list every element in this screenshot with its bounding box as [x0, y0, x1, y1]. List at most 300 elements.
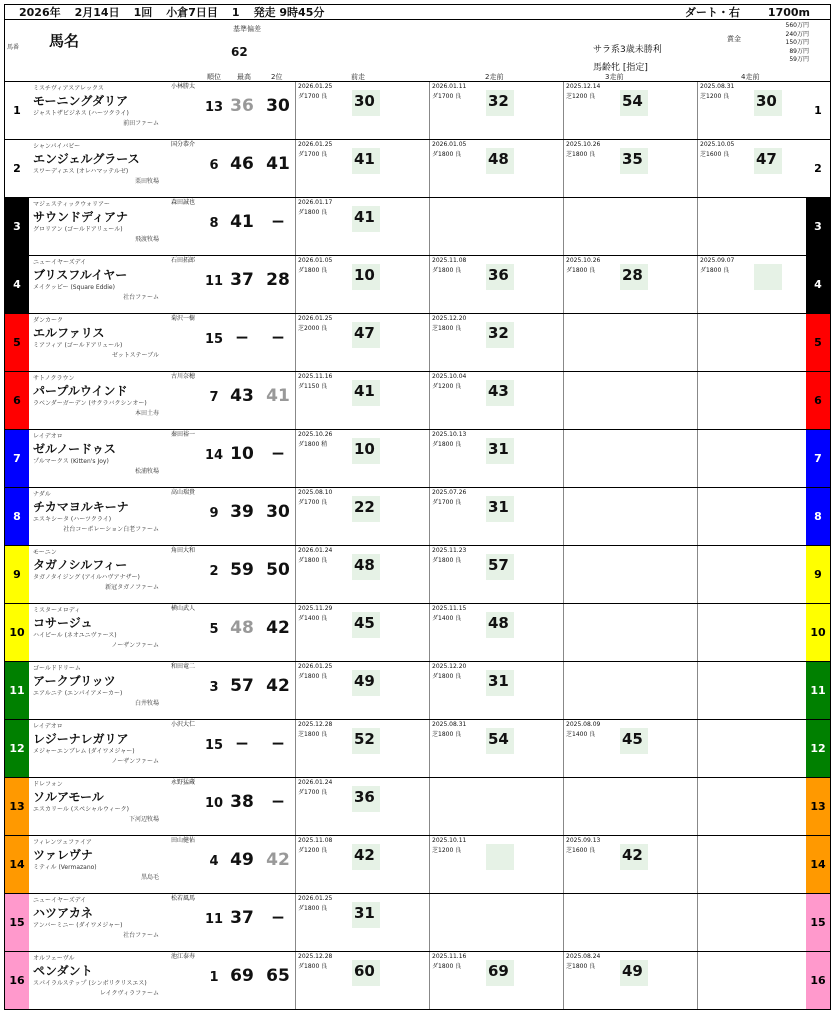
race-date: 2026.01.05 — [298, 257, 333, 264]
race-index: 57 — [488, 556, 509, 574]
second-index: 41 — [266, 154, 290, 174]
col-2: 2走前 — [485, 73, 504, 81]
past-race-2[interactable] — [429, 836, 563, 893]
race-index: 48 — [354, 556, 375, 574]
breeder-farm: 松浦牧場 — [134, 468, 159, 475]
dam-sire: (ネオユニヴァース) — [64, 632, 117, 639]
race-date: 2025.11.29 — [298, 605, 333, 612]
past-race-1[interactable] — [295, 372, 429, 429]
dam: メジャーエンブレム — [33, 748, 87, 755]
sire-name: ゴールドドリーム — [33, 665, 81, 672]
race-course: ダ1400 良 — [432, 615, 462, 622]
horse-number: 13 — [5, 778, 29, 835]
race-year: 2026年 — [19, 6, 61, 19]
race-surface: ダート・右 — [684, 6, 740, 19]
race-date: 2025.08.24 — [566, 953, 601, 960]
runner-row — [4, 140, 831, 198]
rank: 11 — [205, 274, 224, 289]
race-course: 芝1800 良 — [432, 731, 462, 738]
rank: 2 — [209, 564, 219, 579]
breeder-farm: ノーザンファーム — [111, 758, 159, 765]
rank: 10 — [205, 796, 224, 811]
second-index: − — [270, 328, 286, 348]
dam-sire: (スペシャルウィーク) — [70, 806, 130, 813]
race-index: 47 — [354, 324, 375, 342]
past-race-1[interactable] — [295, 662, 429, 719]
race-course: ダ1800 良 — [566, 267, 596, 274]
horse-number-right: 15 — [806, 894, 830, 951]
race-index: 49 — [622, 962, 643, 980]
past-race-3[interactable] — [563, 836, 697, 893]
past-race-3[interactable] — [563, 140, 697, 197]
race-date: 2026.01.25 — [298, 895, 333, 902]
highest-index: 38 — [230, 792, 254, 812]
runner-row — [4, 488, 831, 546]
horse-name[interactable]: ツァレヴナ — [33, 848, 93, 862]
sire-name: ナダル — [33, 491, 51, 498]
sire-name: ミスチヴィアスアレックス — [33, 85, 104, 92]
past-race-1[interactable] — [295, 720, 429, 777]
race-course: 芝1800 良 — [566, 963, 596, 970]
horse-number: 5 — [5, 314, 29, 371]
race-distance: 1700m — [767, 5, 810, 19]
dam-name — [33, 398, 147, 407]
sire-name: ドレフォン — [33, 781, 63, 788]
breeder-farm: ゼットステーブル — [111, 352, 159, 359]
race-course: ダ1800 稍 — [298, 441, 328, 448]
race-date: 2026.01.17 — [298, 199, 333, 206]
past-race-2[interactable] — [429, 894, 563, 951]
past-race-3[interactable] — [563, 604, 697, 661]
second-index: 30 — [266, 502, 290, 522]
rank: 11 — [205, 912, 224, 927]
race-header — [4, 4, 831, 20]
highest-index: 39 — [230, 502, 254, 522]
jockey: 菊沢一樹 — [170, 315, 195, 322]
past-race-2[interactable] — [429, 430, 563, 487]
past-race-1[interactable] — [295, 314, 429, 371]
horse-number-right: 13 — [806, 778, 830, 835]
second-index: 28 — [266, 270, 290, 290]
jockey: 池江泰寿 — [170, 953, 195, 960]
runner-row — [4, 82, 831, 140]
past-race-2[interactable] — [429, 256, 563, 313]
past-race-3[interactable] — [563, 546, 697, 603]
race-index: 52 — [354, 730, 375, 748]
past-race-1[interactable] — [295, 546, 429, 603]
race-course: ダ1800 良 — [432, 557, 462, 564]
race-index: 41 — [354, 382, 375, 400]
race-course: 芝1800 良 — [298, 731, 328, 738]
prize-list — [739, 22, 809, 65]
horse-number-right: 8 — [806, 488, 830, 545]
rank: 15 — [205, 738, 224, 753]
race-index: 43 — [488, 382, 509, 400]
past-race-3[interactable] — [563, 778, 697, 835]
rank: 3 — [209, 680, 219, 695]
past-race-2[interactable] — [429, 488, 563, 545]
past-race-3[interactable] — [563, 314, 697, 371]
highest-index: 43 — [230, 386, 254, 406]
dam-sire: (Vermazano) — [58, 864, 97, 871]
past-race-2[interactable] — [429, 720, 563, 777]
past-race-3[interactable] — [563, 488, 697, 545]
race-course: ダ1800 良 — [298, 905, 328, 912]
rank: 9 — [209, 506, 219, 521]
second-index: 30 — [266, 96, 290, 116]
horse-name[interactable]: チカマヨルキーナ — [33, 500, 129, 514]
past-race-3[interactable] — [563, 198, 697, 255]
past-race-2[interactable] — [429, 82, 563, 139]
weight-rule: 馬齢牝 [指定] — [593, 63, 648, 73]
dam-sire: (ダイワメジャー) — [88, 748, 135, 755]
race-course: 芝1200 良 — [432, 847, 462, 854]
race-index: 48 — [488, 150, 509, 168]
horse-number-right: 4 — [806, 256, 830, 313]
past-race-3[interactable] — [563, 720, 697, 777]
breeder-farm: 社台コーポレーション白老ファーム — [63, 526, 159, 533]
race-index: 32 — [488, 92, 509, 110]
past-race-1[interactable] — [295, 82, 429, 139]
past-race-3[interactable] — [563, 82, 697, 139]
breeder-farm: 栗田牧場 — [134, 178, 159, 185]
dam-name — [33, 978, 147, 987]
runner-row — [4, 836, 831, 894]
horse-name[interactable]: パープルウインド — [33, 384, 128, 398]
runner-row — [4, 662, 831, 720]
past-race-2[interactable] — [429, 546, 563, 603]
second-index: 42 — [266, 618, 290, 638]
horse-number-right: 12 — [806, 720, 830, 777]
horse-name[interactable]: サウンドディアナ — [33, 210, 129, 224]
past-race-1[interactable] — [295, 140, 429, 197]
horse-number: 1 — [5, 82, 29, 139]
prize-label: 賞金 — [727, 35, 741, 43]
past-race-1[interactable] — [295, 604, 429, 661]
race-course: 芝1600 良 — [700, 151, 730, 158]
second-index: 42 — [266, 676, 290, 696]
race-course: ダ1150 良 — [298, 383, 328, 390]
horse-name[interactable]: ソルアモール — [33, 790, 104, 804]
rank: 6 — [209, 158, 219, 173]
col-4: 4走前 — [741, 73, 760, 81]
race-post-time: 発走 9時45分 — [253, 6, 325, 19]
dam-name — [33, 746, 135, 755]
highest-index: 41 — [230, 212, 254, 232]
subheader — [4, 20, 831, 82]
rank: 1 — [209, 970, 219, 985]
race-date: 2025.11.16 — [298, 373, 333, 380]
dam: ハイピール — [33, 632, 63, 639]
past-race-3[interactable] — [563, 256, 697, 313]
horse-number: 12 — [5, 720, 29, 777]
race-date: 2025.11.15 — [432, 605, 467, 612]
past-race-2[interactable] — [429, 198, 563, 255]
highest-index: 49 — [230, 850, 254, 870]
horse-number: 14 — [5, 836, 29, 893]
highest-index: 57 — [230, 676, 254, 696]
past-race-1[interactable] — [295, 952, 429, 1009]
horse-name[interactable]: エンジェルグラース — [33, 152, 140, 166]
race-date: 2025.10.05 — [700, 141, 735, 148]
past-race-1[interactable] — [295, 198, 429, 255]
second-index: − — [270, 908, 286, 928]
race-course: ダ1700 良 — [432, 499, 462, 506]
past-race-2[interactable] — [429, 372, 563, 429]
runner-row — [4, 604, 831, 662]
prize-item: 560万円 — [785, 22, 809, 29]
race-index: 31 — [354, 904, 375, 922]
horse-number-right: 11 — [806, 662, 830, 719]
dam-name — [33, 340, 122, 349]
dam-name — [33, 108, 129, 117]
dam: タガノタイジング — [33, 574, 81, 581]
race-course: 芝1400 良 — [566, 731, 596, 738]
race-index: 69 — [488, 962, 509, 980]
runner-row — [4, 430, 831, 488]
second-index: 42 — [266, 850, 290, 870]
dam-name — [33, 572, 140, 581]
second-index: 65 — [266, 966, 290, 986]
race-date: 2025.08.10 — [298, 489, 333, 496]
horse-number-right: 5 — [806, 314, 830, 371]
dam-name — [33, 804, 129, 813]
jockey: 高山瑞貴 — [170, 489, 195, 496]
horse-name[interactable]: ハツアカネ — [33, 906, 93, 920]
past-race-2[interactable] — [429, 314, 563, 371]
horse-number: 2 — [5, 140, 29, 197]
horse-name[interactable]: レジーナレガリア — [33, 732, 129, 746]
race-date: 2025.10.26 — [566, 141, 601, 148]
race-date: 2025.08.09 — [566, 721, 601, 728]
race-date: 2026.01.24 — [298, 547, 333, 554]
horse-number: 8 — [5, 488, 29, 545]
breeder-farm: 社台ファーム — [123, 932, 159, 939]
prize-item: 89万円 — [789, 47, 809, 55]
horse-number: 6 — [5, 372, 29, 429]
race-course: ダ1700 良 — [298, 93, 328, 100]
race-course: ダ1800 良 — [298, 209, 328, 216]
race-course: 芝1800 良 — [566, 151, 596, 158]
jockey: 田山健佑 — [170, 837, 195, 844]
past-race-1[interactable] — [295, 488, 429, 545]
runner-row — [4, 778, 831, 836]
runner-row — [4, 546, 831, 604]
highest-index: 48 — [230, 618, 254, 638]
race-course: ダ1800 良 — [298, 557, 328, 564]
race-index: 22 — [354, 498, 375, 516]
horse-number-right: 10 — [806, 604, 830, 661]
dam-sire: (ハーツクライ) — [70, 516, 112, 523]
race-date: 2026.01.11 — [432, 83, 467, 90]
race-index: 30 — [756, 92, 777, 110]
jockey: 小沢大仁 — [170, 721, 195, 728]
past-race-3[interactable] — [563, 952, 697, 1009]
dam-sire: (Square Eddie) — [70, 284, 115, 291]
race-index: 45 — [622, 730, 643, 748]
past-race-1[interactable] — [295, 778, 429, 835]
race-course: 芝1200 良 — [566, 93, 596, 100]
second-index: − — [270, 212, 286, 232]
past-race-2[interactable] — [429, 604, 563, 661]
dam-sire: (ゴールドアリュール) — [64, 226, 123, 233]
runner-row — [4, 256, 831, 314]
horse-name[interactable]: エルファリス — [33, 326, 105, 340]
dam-name — [33, 166, 128, 175]
race-kai: 1回 — [133, 6, 153, 19]
horse-number: 10 — [5, 604, 29, 661]
jockey: 国分恭介 — [170, 141, 195, 148]
race-date: 2026.01.25 — [298, 663, 333, 670]
past-race-3[interactable] — [563, 662, 697, 719]
dam-name — [33, 514, 111, 523]
breeder-farm: レイクヴィラファーム — [99, 990, 159, 997]
past-race-1[interactable] — [295, 836, 429, 893]
race-course: ダ1800 良 — [432, 151, 462, 158]
past-race-2[interactable] — [429, 778, 563, 835]
race-index: 54 — [488, 730, 509, 748]
horse-number-label: 馬番 — [7, 44, 20, 51]
rank: 7 — [209, 390, 219, 405]
dam-name — [33, 862, 97, 871]
past-race-1[interactable] — [295, 430, 429, 487]
race-date: 2026.01.05 — [432, 141, 467, 148]
past-race-2[interactable] — [429, 662, 563, 719]
race-course: ダ1800 良 — [298, 267, 328, 274]
race-course: ダ1800 良 — [700, 267, 730, 274]
race-course: 芝1600 良 — [566, 847, 596, 854]
horse-name[interactable]: ゼルノードゥス — [33, 442, 116, 456]
horse-number: 16 — [5, 952, 29, 1009]
horse-number: 9 — [5, 546, 29, 603]
sire-name: ニューイヤーズデイ — [33, 897, 87, 904]
jockey: 古川奈穂 — [170, 373, 195, 380]
rank: 14 — [205, 448, 224, 463]
highest-index: 59 — [230, 560, 254, 580]
runner-row — [4, 314, 831, 372]
second-index: − — [270, 734, 286, 754]
horse-number-right: 2 — [806, 140, 830, 197]
horse-number-right: 9 — [806, 546, 830, 603]
race-date: 2025.08.31 — [700, 83, 735, 90]
dam-sire: (シンボリクリスエス) — [88, 980, 147, 987]
race-index: 54 — [622, 92, 643, 110]
horse-number: 7 — [5, 430, 29, 487]
horse-name-label: 馬名 — [49, 32, 80, 50]
breeder-farm: 前田ファーム — [123, 120, 159, 127]
past-race-1[interactable] — [295, 256, 429, 313]
race-index: 49 — [354, 672, 375, 690]
race-date: 2025.12.14 — [566, 83, 601, 90]
race-index: 31 — [488, 440, 509, 458]
horse-name[interactable]: ペンダント — [33, 964, 93, 978]
breeder-farm: 社台ファーム — [123, 294, 159, 301]
runner-row — [4, 372, 831, 430]
race-date: 2025.11.23 — [432, 547, 467, 554]
second-index: 41 — [266, 386, 290, 406]
past-race-1[interactable] — [295, 894, 429, 951]
highest-index: 37 — [230, 908, 254, 928]
race-date: 2025.10.26 — [298, 431, 333, 438]
race-course: ダ1800 良 — [432, 963, 462, 970]
race-course: ダ1700 良 — [298, 151, 328, 158]
sire-name: フィレンツェファイア — [33, 839, 92, 846]
race-course: ダ1700 良 — [432, 93, 462, 100]
race-course: ダ1200 良 — [432, 383, 462, 390]
std-label: 基準偏差 — [233, 25, 261, 33]
rank: 13 — [205, 100, 224, 115]
highest-index: 10 — [230, 444, 254, 464]
race-course: 芝1800 良 — [432, 325, 462, 332]
dam: スワーディエス — [33, 168, 75, 175]
horse-name[interactable]: タガノシルフィー — [33, 558, 128, 572]
dam-name — [33, 282, 115, 291]
horse-number: 15 — [5, 894, 29, 951]
runner-row — [4, 894, 831, 952]
dam: メイクッピー — [33, 284, 69, 291]
dam: プルマークス — [33, 458, 69, 465]
horse-number: 3 — [5, 198, 29, 255]
col-rank: 順位 — [207, 73, 221, 81]
race-date: 2025.08.31 — [432, 721, 467, 728]
horse-name[interactable]: モーニングダリア — [33, 94, 129, 108]
race-date: 2025.09.13 — [566, 837, 601, 844]
horse-number: 4 — [5, 256, 29, 313]
dam-sire: (ハーツクライ) — [88, 110, 129, 117]
horse-name[interactable]: ブリスフルイヤー — [33, 268, 128, 282]
past-race-3[interactable] — [563, 894, 697, 951]
dam-sire: (ゴールドアリュール) — [64, 342, 123, 349]
jockey: 石田拓郎 — [170, 257, 195, 264]
past-race-2[interactable] — [429, 140, 563, 197]
past-race-3[interactable] — [563, 430, 697, 487]
highest-index: 37 — [230, 270, 254, 290]
race-index: 36 — [488, 266, 509, 284]
sire-name: オルフェーヴル — [33, 955, 75, 962]
prize-item: 59万円 — [789, 56, 809, 64]
race-course: ダ1700 良 — [298, 499, 328, 506]
dam-name — [33, 688, 122, 697]
race-index: 60 — [354, 962, 375, 980]
horse-name[interactable]: コサージュ — [33, 616, 93, 630]
second-index: 50 — [266, 560, 290, 580]
past-race-3[interactable] — [563, 372, 697, 429]
second-index: − — [270, 792, 286, 812]
horse-name[interactable]: アークブリッツ — [33, 674, 116, 688]
race-date: 2025.11.08 — [432, 257, 467, 264]
race-date: 2025.07.26 — [432, 489, 467, 496]
race-index: 10 — [354, 266, 375, 284]
sire-name: レイデオロ — [33, 723, 63, 730]
horse-number-right: 14 — [806, 836, 830, 893]
dam: グロリアン — [33, 226, 63, 233]
breeder-farm: 下河辺牧場 — [128, 816, 159, 823]
dam-name — [33, 630, 117, 639]
dam-sire: (ダイワメジャー) — [76, 922, 123, 929]
dam-sire: (アイルハヴアナザー) — [82, 574, 140, 581]
runner-row — [4, 720, 831, 778]
dam: ミアフィア — [33, 342, 63, 349]
horse-number-right: 7 — [806, 430, 830, 487]
highest-index: 36 — [230, 96, 254, 116]
breeder-farm: 黒島毛 — [140, 874, 159, 881]
prize-item: 240万円 — [785, 30, 809, 38]
horse-number-right: 6 — [806, 372, 830, 429]
race-course: ダ1800 良 — [298, 673, 328, 680]
race-date: 2025.12.20 — [432, 663, 467, 670]
past-race-2[interactable] — [429, 952, 563, 1009]
race-course: ダ1400 良 — [298, 615, 328, 622]
